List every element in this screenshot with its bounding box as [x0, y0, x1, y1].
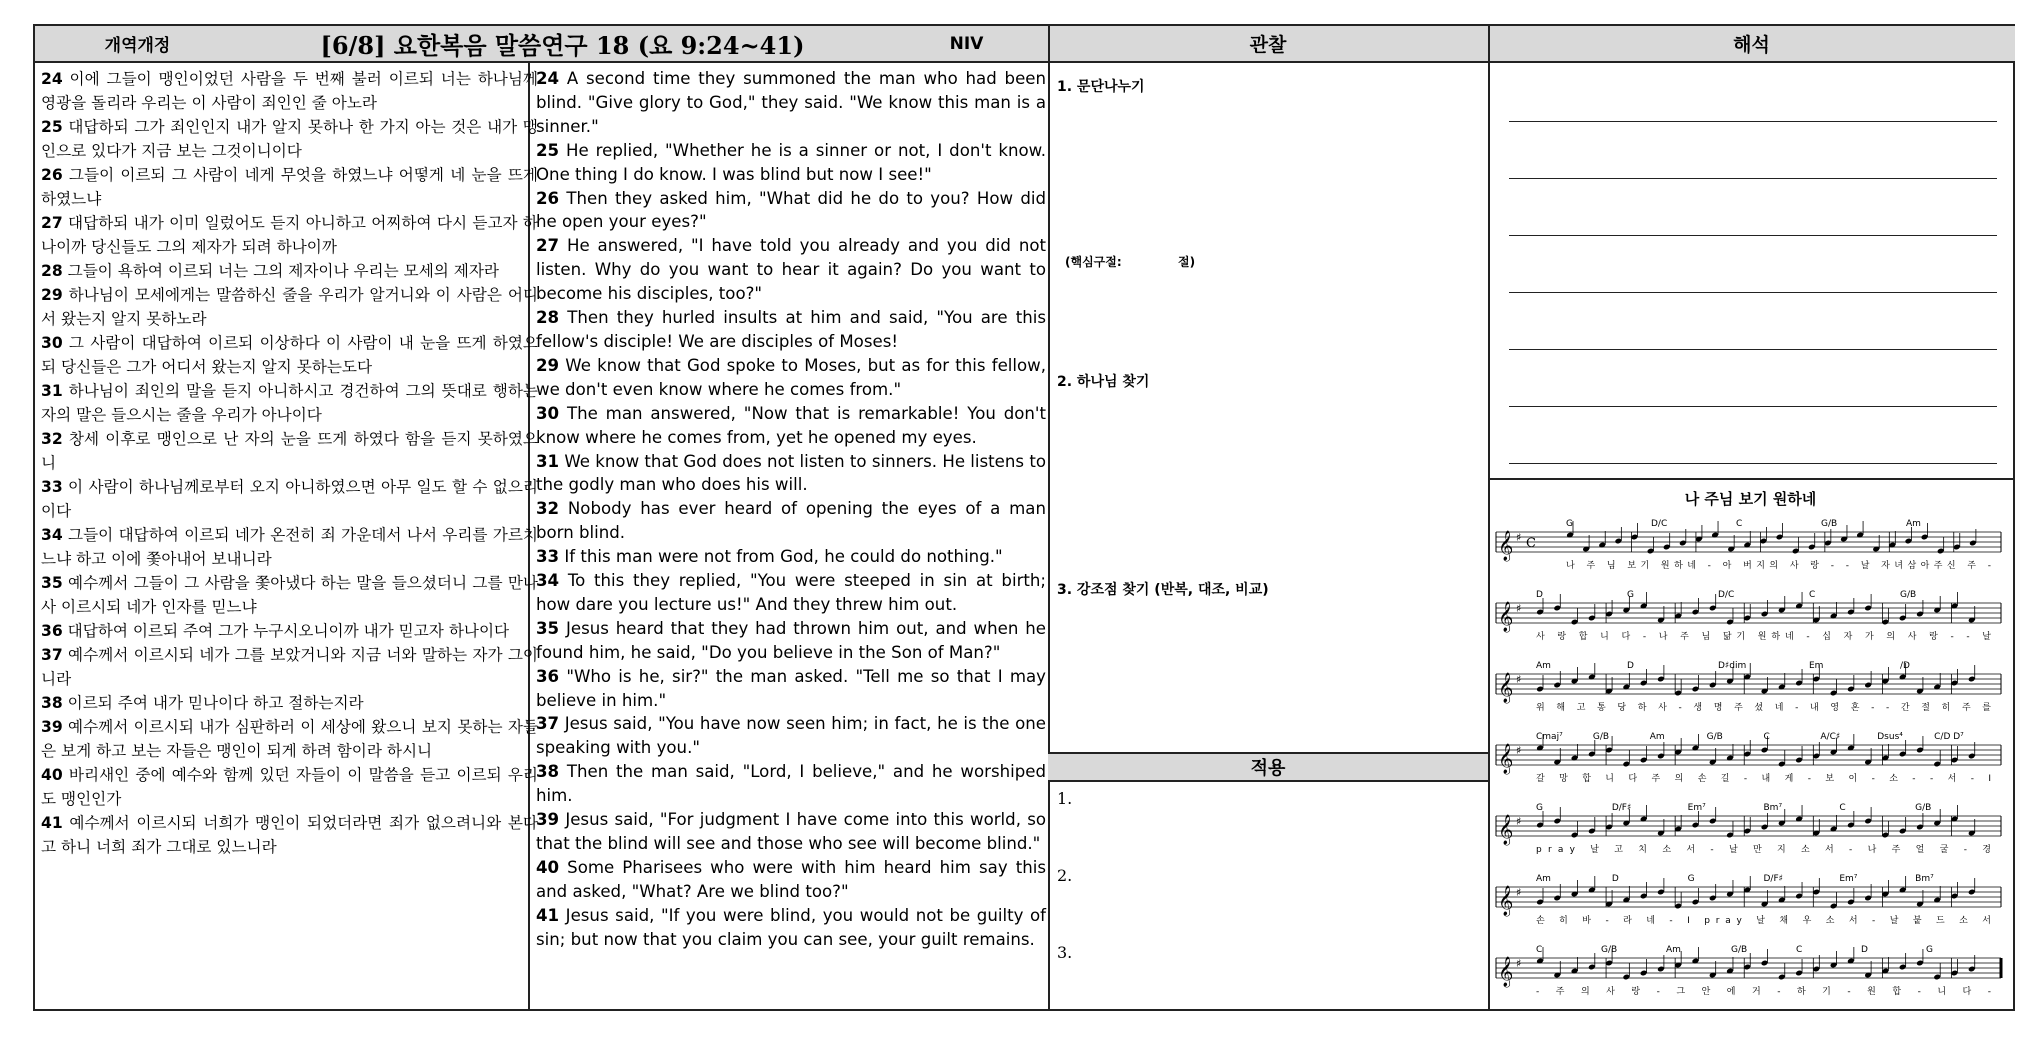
verse-number: 26: [536, 188, 560, 208]
verse: [536, 354, 1046, 402]
verse-number: 26: [41, 166, 63, 184]
verse-text: 그 사람이 대답하여 이르되 이상하다 이 사람이 내 눈을 뜨게 하였으되 당신들은 그가 어디서 왔는지 알지 못하는도다: [41, 334, 538, 376]
verse: [536, 497, 1046, 545]
verse-number: 31: [536, 451, 560, 471]
verse-text: Some Pharisees who were with him heard him say this and asked, "What? Are we blind too?": [536, 857, 1046, 901]
chord-symbol: Cmaj⁷: [1536, 732, 1563, 742]
verse-text: 대답하되 내가 이미 일렀어도 듣지 아니하고 어찌하여 다시 듣고자 하나이까 당신들도 그의 제자가 되려 하나이까: [41, 214, 538, 256]
verse-number: 40: [41, 766, 63, 784]
lyrics-line: 사 랑 합 니 다 - 나 주 님 닮기 원하네 - 십 자 가 의 사 랑 - - 날: [1536, 632, 1991, 642]
verse-text: We know that God does not listen to sinners. He listens to the godly man who does his will.: [536, 451, 1046, 495]
verse-number: 24: [41, 70, 63, 88]
verse-text: 예수께서 그들이 그 사람을 쫓아냈다 하는 말을 들으셨더니 그를 만나사 이르시되 네가 인자를 믿느냐: [41, 574, 538, 616]
korean-verses: [41, 63, 538, 859]
chord-symbol: D: [1627, 661, 1634, 671]
chord-symbol: C: [1536, 945, 1543, 955]
verse-number: 31: [41, 382, 63, 400]
header-observation: [1048, 26, 1488, 63]
chord-symbol: D/C: [1651, 519, 1668, 529]
treble-clef: 𝄞: [1498, 602, 1514, 632]
treble-clef: 𝄞: [1498, 815, 1514, 845]
verse-number: 36: [41, 622, 63, 640]
verse-text: 예수께서 이르시되 내가 심판하러 이 세상에 왔으니 보지 못하는 자들은 보게 하고 보는 자들은 맹인이 되게 하려 함이라 하시니: [41, 718, 538, 760]
chord-symbol: Am: [1536, 661, 1551, 671]
verse: [536, 569, 1046, 617]
treble-clef: 𝄞: [1498, 531, 1514, 561]
verse-number: 28: [536, 308, 560, 328]
verse-number: 34: [536, 571, 560, 591]
verse-number: 34: [41, 526, 63, 544]
time-signature: C: [1526, 536, 1536, 551]
verse: [536, 712, 1046, 760]
column-divider: [1488, 26, 1490, 1009]
verse-text: To this they replied, "You were steeped in sin at birth; how dare you lecture us!" And they threw him out.: [536, 571, 1046, 614]
key-signature: ♯: [1516, 886, 1522, 899]
treble-clef: 𝄞: [1498, 957, 1514, 987]
verse: [536, 306, 1046, 354]
verse-number: 41: [41, 814, 63, 832]
page-title: [6/8] 요한복음 말씀연구 18 (요 9:24~41): [320, 31, 805, 60]
chord-symbol: G/B: [1915, 803, 1932, 813]
observation-item-1: 1. 문단나누기: [1057, 79, 1145, 95]
verse-text: 예수께서 이르시되 너희가 맹인이 되었더라면 죄가 없으려니와 본다고 하니 너희 죄가 그대로 있느니라: [41, 814, 538, 856]
verse-number: 25: [41, 118, 63, 136]
verse-number: 39: [41, 718, 63, 736]
verse: [41, 379, 538, 427]
key-signature: ♯: [1516, 957, 1522, 970]
verse-text: 하나님이 죄인의 말을 듣지 아니하시고 경건하여 그의 뜻대로 행하는 자의 말은 들으시는 줄을 우리가 아나이다: [41, 382, 538, 424]
verse-text: Jesus said, "If you were blind, you would not be guilty of sin; but now that you claim you can see, your guilt remains.: [536, 905, 1046, 949]
chord-symbol: G: [1566, 519, 1573, 529]
verse: [41, 643, 538, 691]
writing-line: [1509, 121, 1997, 122]
chord-symbol: Em: [1809, 661, 1824, 671]
verse: [536, 450, 1046, 498]
chord-symbol: D: [1861, 945, 1868, 955]
verse: [536, 808, 1046, 856]
english-verses: [528, 63, 1056, 952]
verse-number: 33: [536, 547, 560, 567]
key-signature: ♯: [1516, 815, 1522, 828]
header-translation-en: [885, 26, 1048, 63]
chord-symbol: /D: [1900, 661, 1910, 671]
observation-item-2: 2. 하나님 찾기: [1057, 374, 1150, 390]
chord-symbol: Am: [1649, 732, 1665, 742]
verse: [536, 545, 1046, 569]
verse-number: 35: [536, 618, 560, 638]
writing-line: [1509, 292, 1997, 293]
verse-number: 32: [536, 499, 560, 519]
chord-symbol: G/B: [1592, 732, 1610, 742]
chord-symbol: Bm⁷: [1915, 874, 1934, 884]
sheet-music: [1492, 510, 2012, 1010]
header-translation-kr: [35, 26, 240, 63]
verse: [536, 67, 1046, 139]
translation-kr-label: 개역개정: [104, 36, 171, 56]
verse-number: 38: [536, 762, 560, 782]
verse-text: Jesus said, "For judgment I have come into this world, so that the blind will see and those who see will become blind.": [536, 810, 1046, 853]
verse-number: 35: [41, 574, 63, 592]
verse-number: 37: [536, 714, 560, 734]
chord-symbol: G: [1536, 803, 1543, 813]
verse-text: He replied, "Whether he is a sinner or not, I don't know. One thing I do know. I was blind but now I see!": [536, 140, 1046, 184]
translation-en-label: NIV: [949, 33, 984, 54]
key-verse-unit: 절): [1178, 255, 1196, 269]
interpretation-heading: 해석: [1733, 34, 1770, 56]
verse: [41, 67, 538, 115]
verse: [41, 691, 538, 715]
verse-text: Then they asked him, "What did he do to you? How did he open your eyes?": [536, 188, 1046, 232]
key-signature: ♯: [1516, 531, 1522, 544]
verse-text: 이에 그들이 맹인이었던 사람을 두 번째 불러 이르되 너는 하나님께 영광을 돌리라 우리는 이 사람이 죄인인 줄 아노라: [41, 70, 538, 112]
chord-symbol: Em⁷: [1839, 874, 1858, 884]
lyrics-line: - 주 의 사 랑 - 그 안 에 거 - 하 기 - 원 합 - 니 다 -: [1536, 987, 1991, 997]
verse-number: 27: [41, 214, 63, 232]
chord-symbol: C: [1839, 803, 1846, 813]
verse-number: 30: [536, 403, 560, 423]
verse: [536, 234, 1046, 306]
verse-number: 25: [536, 140, 560, 160]
verse: [536, 904, 1046, 952]
verse-text: 예수께서 이르시되 네가 그를 보았거니와 지금 너와 말하는 자가 그이니라: [41, 646, 538, 688]
chord-symbol: Em⁷: [1687, 803, 1706, 813]
chord-symbol: G/B: [1706, 732, 1723, 742]
writing-line: [1509, 178, 1997, 179]
chord-symbol: G/B: [1731, 945, 1748, 955]
verse: [536, 402, 1046, 450]
verse: [536, 760, 1046, 808]
verse-text: Nobody has ever heard of opening the eyes of a man born blind.: [536, 499, 1046, 543]
application-item-2: 2.: [1057, 866, 1073, 885]
verse: [536, 856, 1046, 904]
observation-heading: 관찰: [1249, 34, 1287, 56]
chord-symbol: Am: [1906, 519, 1921, 529]
chord-symbol: Dsus⁴: [1877, 732, 1903, 742]
verse-number: 39: [536, 810, 560, 830]
verse-number: 33: [41, 478, 63, 496]
verse-text: A second time they summoned the man who had been blind. "Give glory to God," they said. "We know this man is a sinner.": [536, 69, 1046, 136]
verse-text: 대답하여 이르되 주여 그가 누구시오니이까 내가 믿고자 하나이다: [62, 622, 510, 640]
verse-text: Then the man said, "Lord, I believe," and he worshiped him.: [536, 762, 1046, 806]
chord-symbol: D: [1611, 874, 1619, 884]
writing-line: [1509, 463, 1997, 464]
verse: [41, 715, 538, 763]
chord-symbol: D/F♯: [1611, 803, 1632, 813]
lyrics-line: 위 해 고 통 당 하 사 - 생 명 주 셨 네 - 내 영 혼 - - 간 절 히 주 를: [1536, 703, 1991, 713]
chord-symbol: C: [1796, 945, 1803, 955]
key-signature: ♯: [1516, 673, 1522, 686]
application-heading-label: 적용: [1250, 758, 1286, 779]
chord-symbol: D/C: [1718, 590, 1735, 600]
chord-symbol: G: [1627, 590, 1634, 600]
verse: [41, 475, 538, 523]
treble-clef: 𝄞: [1498, 673, 1514, 703]
chord-symbol: Bm⁷: [1763, 803, 1783, 813]
verse-text: He answered, "I have told you already and you did not listen. Why do you want to hear it again? Do you want to become his disciples, too?": [536, 236, 1046, 304]
verse-text: 바리새인 중에 예수와 함께 있던 자들이 이 말씀을 듣고 이르되 우리도 맹인인가: [41, 766, 538, 808]
writing-line: [1509, 406, 1997, 407]
lyrics-line: 갈 망 합 니 다 주 의 손 길 - 내 게 - 보 이 - 소 - - 서 - I: [1536, 774, 1991, 784]
chord-symbol: G/B: [1900, 590, 1917, 600]
chord-symbol: G: [1687, 874, 1695, 884]
verse-text: If this man were not from God, he could do nothing.": [559, 547, 1003, 567]
chord-symbol: G/B: [1821, 519, 1838, 529]
verse: [41, 283, 538, 331]
chord-symbol: G/B: [1601, 945, 1618, 955]
verse-text: 이 사람이 하나님께로부터 오지 아니하였으면 아무 일도 할 수 없으리이다: [41, 478, 538, 520]
verse-number: 24: [536, 69, 560, 88]
verse-number: 27: [536, 236, 560, 256]
chord-symbol: Am: [1666, 945, 1681, 955]
writing-line: [1509, 349, 1997, 350]
verse: [41, 211, 538, 259]
verse-text: Jesus heard that they had thrown him out, and when he found him, he said, "Do you believe in the Son of Man?": [536, 618, 1046, 662]
application-heading: [1048, 752, 1488, 782]
chord-symbol: C: [1809, 590, 1816, 600]
verse: [536, 617, 1046, 665]
verse-number: 30: [41, 334, 63, 352]
verse-text: 대답하되 그가 죄인인지 내가 알지 못하나 한 가지 아는 것은 내가 맹인으로 있다가 지금 보는 그것이니이다: [41, 118, 538, 160]
application-item-3: 3.: [1057, 943, 1073, 962]
verse: [41, 811, 538, 859]
chord-symbol: Am: [1536, 874, 1551, 884]
verse-text: 이르되 주여 내가 믿나이다 하고 절하는지라: [62, 694, 364, 712]
verse-text: We know that God spoke to Moses, but as for this fellow, we don't even know where he comes from.": [536, 355, 1046, 399]
key-signature: ♯: [1516, 602, 1522, 615]
observation-item-3: 3. 강조점 찾기 (반복, 대조, 비교): [1057, 582, 1269, 598]
lyrics-line: 나 주 님 보기 원하네 - 아 버지의 사 랑 - - 날 자녀삼아주신 주 -: [1566, 561, 1991, 571]
chord-symbol: A/C♯: [1820, 732, 1841, 742]
verse-text: 그들이 대답하여 이르되 네가 온전히 죄 가운데서 나서 우리를 가르치느냐 하고 이에 쫓아내어 보내니라: [41, 526, 538, 568]
section-divider: [1488, 478, 2013, 480]
treble-clef: 𝄞: [1498, 744, 1514, 774]
verse-text: "Who is he, sir?" the man asked. "Tell me so that I may believe in him.": [536, 666, 1046, 710]
verse: [41, 523, 538, 571]
header-interpretation: [1488, 26, 2015, 63]
verse: [41, 331, 538, 379]
chord-symbol: D: [1536, 590, 1543, 600]
verse-text: 그들이 욕하여 이르되 너는 그의 제자이나 우리는 모세의 제자라: [62, 262, 499, 280]
chord-symbol: C: [1736, 519, 1743, 529]
treble-clef: 𝄞: [1498, 886, 1514, 916]
verse-number: 28: [41, 262, 63, 280]
verse: [41, 163, 538, 211]
verse-number: 32: [41, 430, 63, 448]
verse-number: 37: [41, 646, 63, 664]
verse-text: Then they hurled insults at him and said, "You are this fellow's disciple! We are disciples of Moses!: [536, 308, 1046, 351]
key-verse-label: (핵심구절:: [1065, 255, 1122, 269]
chord-symbol: G: [1926, 945, 1933, 955]
key-signature: ♯: [1516, 744, 1522, 757]
writing-line: [1509, 235, 1997, 236]
header-title: [240, 26, 885, 63]
chord-symbol: C/D D⁷: [1934, 732, 1964, 742]
lyrics-line: pray 날 고 치 소 서 - 날 만 지 소 서 - 나 주 얼 굴 - 경: [1536, 845, 1992, 855]
verse: [536, 187, 1046, 235]
chord-symbol: D/F♯: [1763, 874, 1783, 884]
verse-text: 그들이 이르되 그 사람이 네게 무엇을 하였느냐 어떻게 네 눈을 뜨게 하였느냐: [41, 166, 538, 208]
verse: [41, 259, 538, 283]
verse-number: 41: [536, 905, 560, 925]
verse-number: 29: [41, 286, 63, 304]
verse: [41, 115, 538, 163]
chord-symbol: D♯dim: [1718, 661, 1747, 671]
chord-symbol: C: [1763, 732, 1770, 742]
verse-number: 40: [536, 857, 560, 877]
verse: [41, 427, 538, 475]
verse-text: Jesus said, "You have now seen him; in fact, he is the one speaking with you.": [536, 714, 1046, 758]
verse-text: The man answered, "Now that is remarkable! You don't know where he comes from, yet he opened my eyes.: [536, 403, 1046, 447]
lyrics-line: 손 히 바 - 라 네 - I pray 날 채 우 소 서 - 날 붙 드 소 서: [1536, 916, 1991, 926]
verse-text: 하나님이 모세에게는 말씀하신 줄을 우리가 알거니와 이 사람은 어디서 왔는지 알지 못하노라: [41, 286, 538, 328]
verse-text: 창세 이후로 맹인으로 난 자의 눈을 뜨게 하였다 함을 듣지 못하였으니: [41, 430, 538, 472]
verse-number: 38: [41, 694, 63, 712]
application-item-1: 1.: [1057, 789, 1073, 808]
verse: [536, 139, 1046, 187]
song-title: 나 주님 보기 원하네: [1684, 490, 1817, 508]
verse: [41, 571, 538, 619]
verse: [536, 665, 1046, 713]
verse-number: 29: [536, 355, 560, 375]
study-sheet: [33, 24, 2015, 1011]
verse: [41, 763, 538, 811]
verse: [41, 619, 538, 643]
verse-number: 36: [536, 666, 560, 686]
